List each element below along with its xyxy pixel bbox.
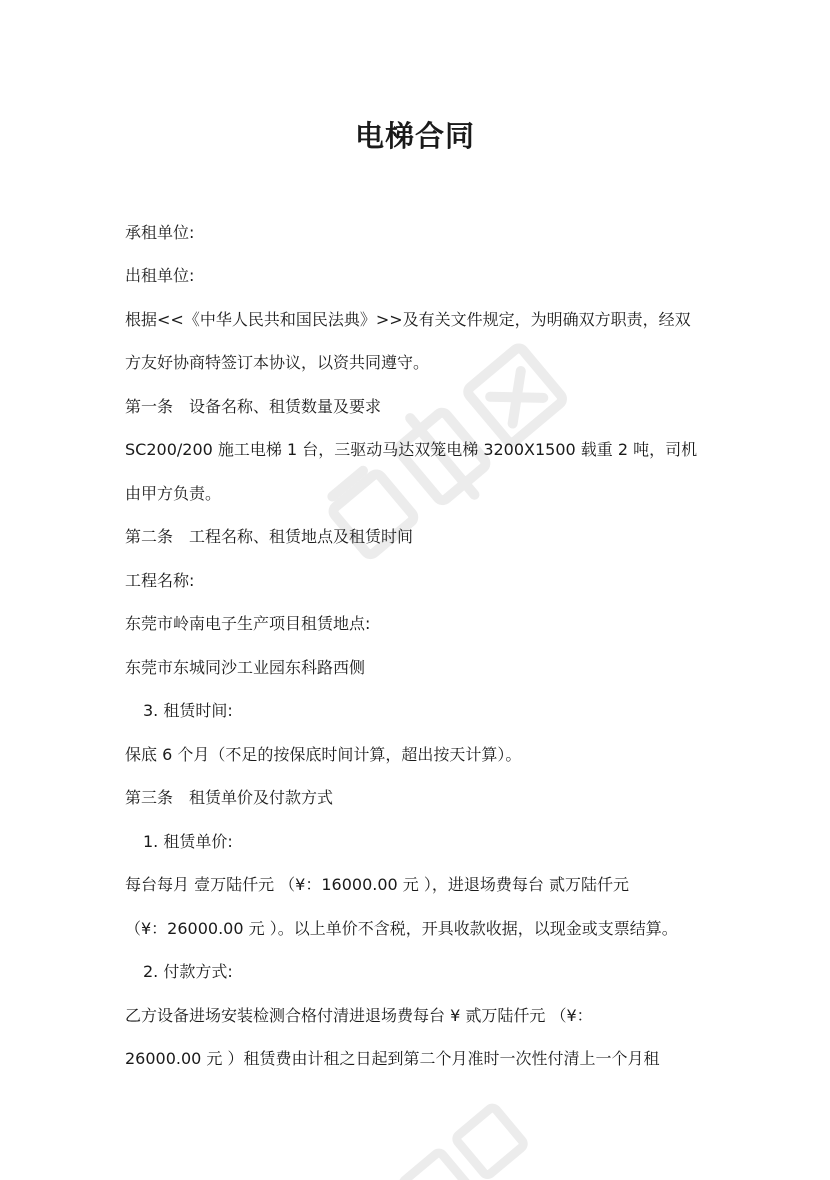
preamble-line-2: 方友好协商特签订本协议，以资共同遵守。 [125,353,430,372]
unit-price-text-2: （¥：26000.00 元 ）。以上单价不含税，开具收款收据，以现金或支票结算。 [125,919,678,938]
location-value: 东莞市东城同沙工业园东科路西侧 [125,658,366,677]
preamble-line-1: 根据<<《中华人民共和国民法典》>>及有关文件规定，为明确双方职责，经双 [125,310,691,329]
rental-time-label: 3. 租赁时间: [143,701,233,720]
project-name-label: 工程名称: [125,571,195,590]
watermark-graphic-bottom [360,1080,560,1180]
lessee-line: 承租单位: [125,223,195,242]
article-1-heading: 第一条 设备名称、租赁数量及要求 [125,397,382,416]
project-name-value: 东莞市岭南电子生产项目租赁地点: [125,614,371,633]
article-3-heading: 第三条 租赁单价及付款方式 [125,788,334,807]
lessor-line: 出租单位: [125,266,195,285]
payment-method-text-1: 乙方设备进场安装检测合格付清进退场费每台 ¥ 贰万陆仟元 （¥： [125,1006,593,1025]
unit-price-label: 1. 租赁单价: [143,832,233,851]
article-1-text-1: SC200/200 施工电梯 1 台，三驱动马达双笼电梯 3200X1500 载重 2 吨，司机 [125,440,698,459]
payment-method-text-2: 26000.00 元 ）租赁费由计租之日起到第二个月准时一次性付清上一个月租 [125,1049,660,1068]
document-title: 电梯合同 [354,119,475,153]
payment-method-label: 2. 付款方式: [143,962,233,981]
unit-price-text-1: 每台每月 壹万陆仟元 （¥：16000.00 元 ），进退场费每台 贰万陆仟元 [125,875,629,894]
article-1-text-2: 由甲方负责。 [125,484,222,503]
article-2-heading: 第二条 工程名称、租赁地点及租赁时间 [125,527,414,546]
rental-time-value: 保底 6 个月（不足的按保底时间计算，超出按天计算）。 [125,745,522,764]
